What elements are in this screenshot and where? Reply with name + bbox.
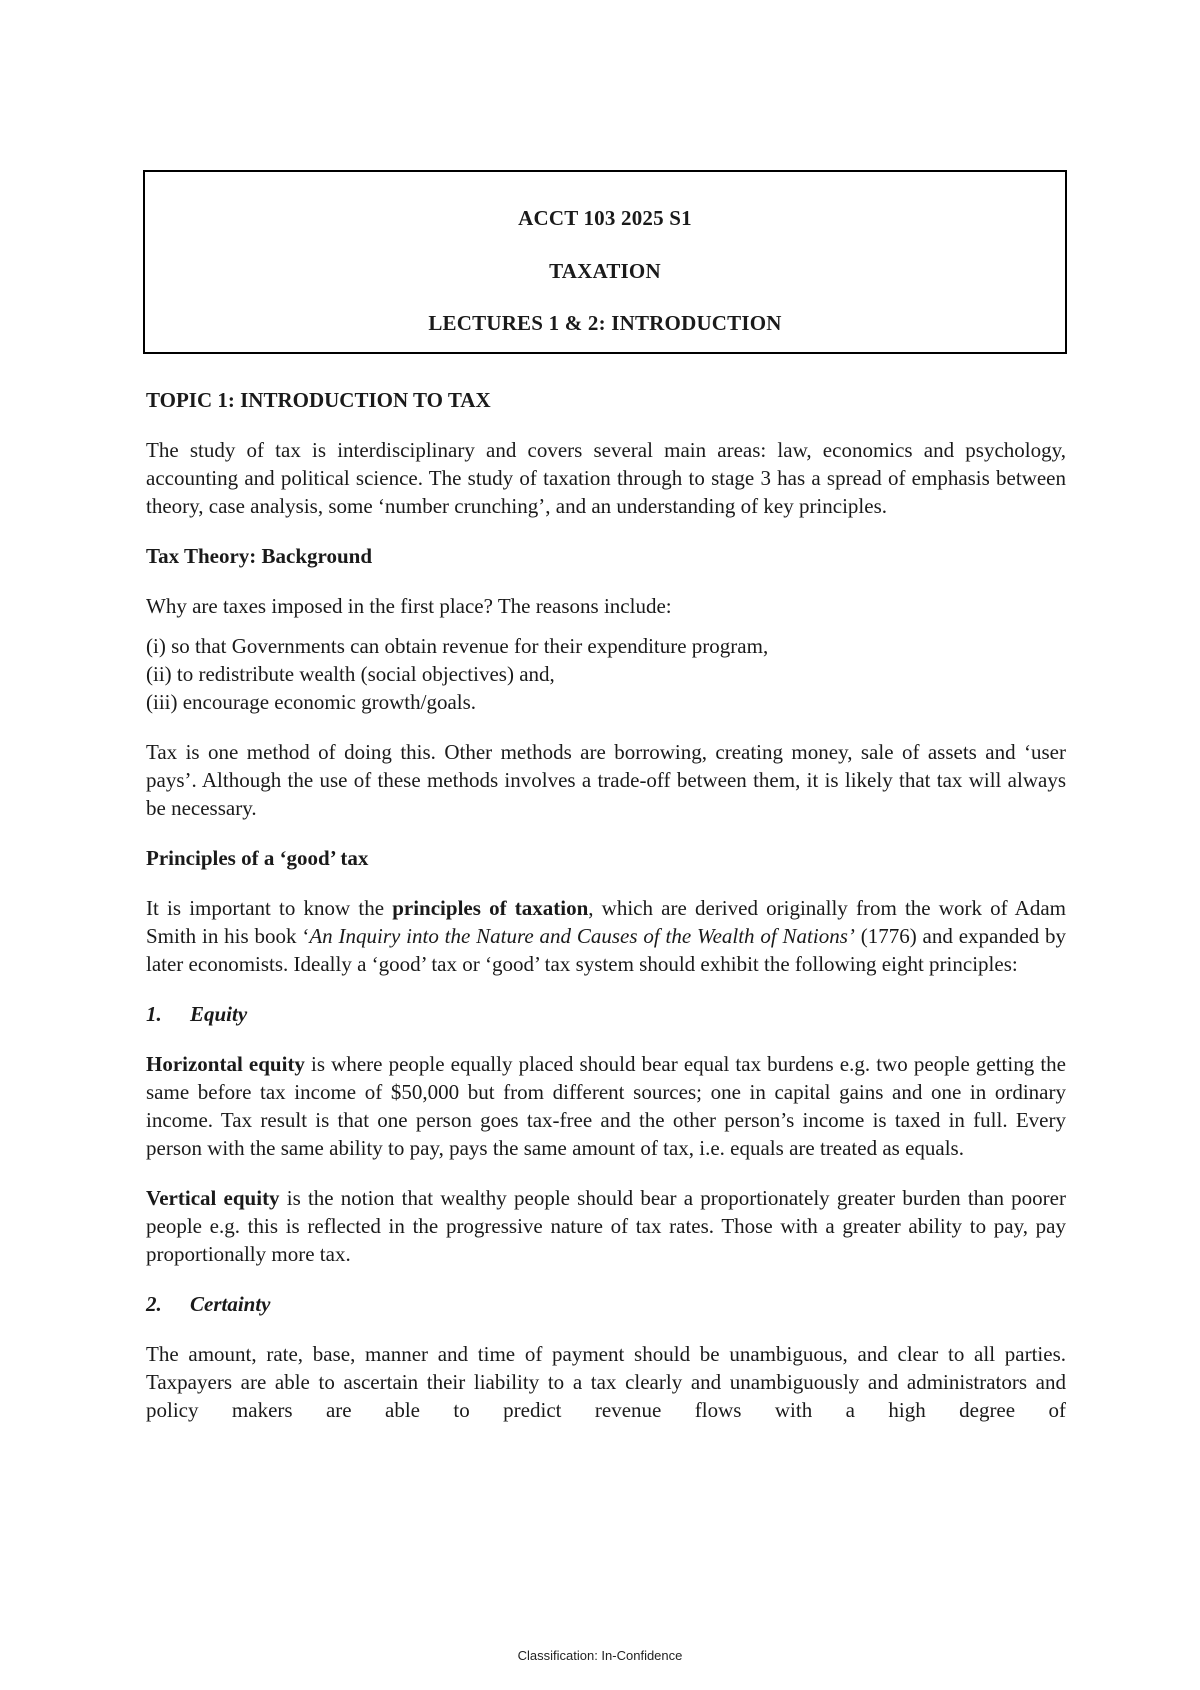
document-body (146, 386, 1066, 1424)
topic-heading: TOPIC 1: INTRODUCTION TO TAX (146, 388, 491, 412)
certainty-title: Certainty (190, 1292, 271, 1316)
lectures-title: LECTURES 1 & 2: INTRODUCTION (428, 311, 782, 335)
vertical-equity-paragraph (146, 1184, 1066, 1268)
reason-item: (iii) encourage economic growth/goals. (146, 690, 477, 714)
principles-intro-text: (1776) and expanded by later economists. Ideally a ‘good’ tax or ‘good’ tax system should exhibit the following eight principles: (146, 924, 1066, 976)
vertical-equity-term: Vertical equity (146, 1186, 280, 1210)
horizontal-equity-term: Horizontal equity (146, 1052, 305, 1076)
title-box (143, 170, 1067, 354)
principles-intro-text: It is important to know the (146, 896, 393, 920)
reason-item: (i) so that Governments can obtain revenue for their expenditure program, (146, 634, 769, 658)
classification-footer: Classification: In-Confidence (517, 1648, 683, 1663)
book-title: An Inquiry into the Nature and Causes of the Wealth of Nations’ (309, 924, 855, 948)
principles-heading: Principles of a ‘good’ tax (146, 846, 369, 870)
reason-item: (ii) to redistribute wealth (social objectives) and, (146, 662, 555, 686)
intro-paragraph: The study of tax is interdisciplinary and covers several main areas: law, economics and psychology, accounting and political science. The study of taxation through to stage 3 has a spread of emphasis between theory, case analysis, some ‘number crunching’, and an understanding of key principles. (146, 438, 1066, 518)
equity-number: 1. (146, 1002, 162, 1026)
certainty-paragraph: The amount, rate, base, manner and time of payment should be unambiguous, and clear to all parties. Taxpayers are able to ascertain their liability to a tax clearly and unambiguously and administrators and policy makers are able to predict revenue flows with a high degree of (146, 1342, 1066, 1422)
tax-theory-heading: Tax Theory: Background (146, 544, 373, 568)
horizontal-equity-text: is where people equally placed should bear equal tax burdens e.g. two people getting the same before tax income of $50,000 but from different sources; one in capital gains and one in ordinary income. Tax result is that one person goes tax-free and the other person’s income is taxed in full. Every person with the same ability to pay, pays the same amount of tax, i.e. equals are treated as equals. (146, 1052, 1066, 1160)
equity-title: Equity (190, 1002, 248, 1026)
subject-title: TAXATION (549, 259, 661, 283)
equity-heading (146, 1000, 1066, 1028)
tax-theory-question: Why are taxes imposed in the first place? The reasons include: (146, 594, 672, 618)
vertical-equity-text: is the notion that wealthy people should bear a proportionately greater burden than poorer people e.g. this is reflected in the progressive nature of tax rates. Those with a greater ability to pay, pay proportionally more tax. (146, 1186, 1066, 1266)
course-code: ACCT 103 2025 S1 (518, 206, 692, 230)
principles-intro (146, 894, 1066, 978)
certainty-heading (146, 1290, 1066, 1318)
principles-intro-text: , which are derived originally from the work of Adam Smith in his book ‘ (146, 896, 1066, 948)
certainty-number: 2. (146, 1292, 162, 1316)
principles-intro-bold: principles of taxation (392, 896, 589, 920)
methods-paragraph: Tax is one method of doing this. Other methods are borrowing, creating money, sale of assets and ‘user pays’. Although the use of these methods involves a trade-off between them, it is likely that tax will always be necessary. (146, 740, 1066, 820)
horizontal-equity-paragraph (146, 1050, 1066, 1162)
